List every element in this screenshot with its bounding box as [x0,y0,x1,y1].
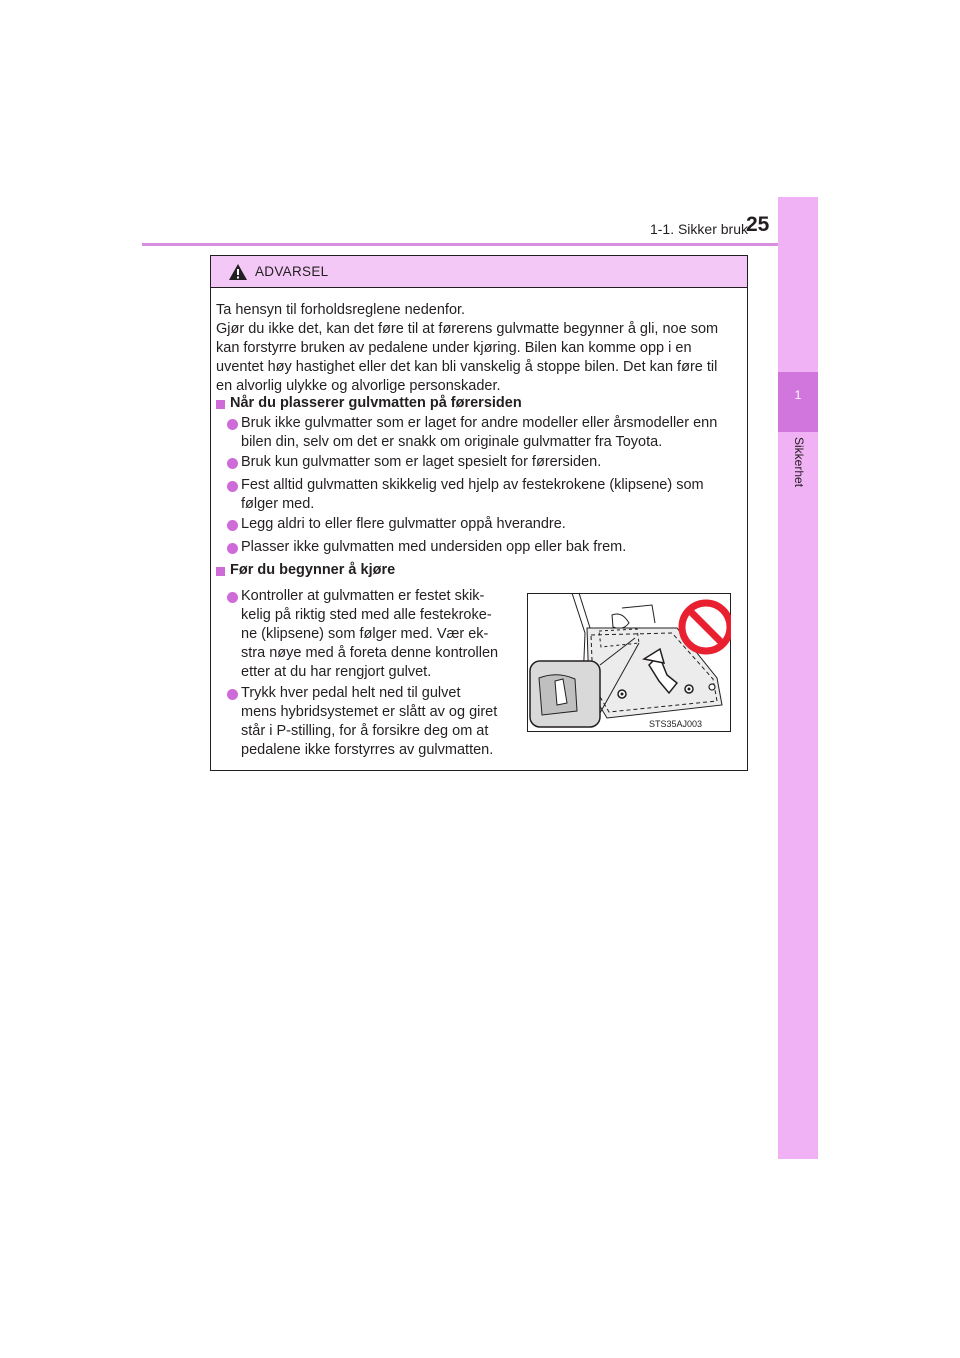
warning-title: ADVARSEL [255,264,329,279]
list-item-continuation: står i P-stilling, for å forsikre deg om at [241,723,489,739]
list-item: Plasser ikke gulvmatten med undersiden opp eller bak frem. [241,539,627,555]
list-bullet [227,689,238,700]
warning-triangle-icon [228,263,248,281]
list-item-continuation: følger med. [241,496,315,512]
warning-header [211,256,747,288]
section-heading: Når du plasserer gulvmatten på førersiden [230,395,522,411]
section-title: 1-1. Sikker bruk [649,221,748,237]
list-item: Fest alltid gulvmatten skikkelig ved hjelp av festekrokene (klipsene) som [241,477,704,493]
intro-line: Gjør du ikke det, kan det føre til at førerens gulvmatte begynner å gli, noe som [216,321,719,337]
list-item-continuation: stra nøye med å foreta denne kontrollen [241,645,499,661]
intro-line: kan forstyrre bruken av pedalene under kjøring. Bilen kan komme opp i en [216,340,692,356]
header-rule [142,243,818,246]
list-item-continuation: etter at du har rengjort gulvet. [241,664,432,680]
list-bullet [227,543,238,554]
list-item-continuation: mens hybridsystemet er slått av og giret [241,704,498,720]
list-bullet [227,458,238,469]
list-bullet [227,520,238,531]
list-item: Kontroller at gulvmatten er festet skik- [241,588,485,604]
list-item: Bruk kun gulvmatter som er laget spesielt for førersiden. [241,454,602,470]
section-bullet-square [216,400,225,409]
chapter-number: 1 [794,388,802,402]
page-number: 25 [746,213,770,236]
list-item-continuation: bilen din, selv om det er snakk om originale gulvmatter fra Toyota. [241,434,663,450]
intro-line: Ta hensyn til forholdsreglene nedenfor. [216,302,466,318]
prohibition-icon [682,603,730,651]
list-item-continuation: ne (klipsene) som følger med. Vær ek- [241,626,489,642]
list-item: Legg aldri to eller flere gulvmatter oppå hverandre. [241,516,566,532]
intro-line: uventet høy hastighet eller det kan bli vanskelig å stoppe bilen. Det kan føre til [216,359,718,375]
list-item-continuation: pedalene ikke forstyrres av gulvmatten. [241,742,494,758]
section-heading: Før du begynner å kjøre [230,562,396,578]
side-tab-active-marker [778,372,818,432]
section-bullet-square [216,567,225,576]
intro-line: en alvorlig ulykke og alvorlige personskader. [216,378,501,394]
list-bullet [227,592,238,603]
list-bullet [227,419,238,430]
list-item: Trykk hver pedal helt ned til gulvet [241,685,461,701]
figure-code: STS35AJ003 [649,719,703,729]
side-tab [778,197,818,1159]
list-item: Bruk ikke gulvmatter som er laget for andre modeller eller årsmodeller enn [241,415,718,431]
floor-mat-illustration [527,593,731,732]
list-bullet [227,481,238,492]
list-item-continuation: kelig på riktig sted med alle festekroke- [241,607,492,623]
chapter-title: Sikkerhet [792,437,806,488]
